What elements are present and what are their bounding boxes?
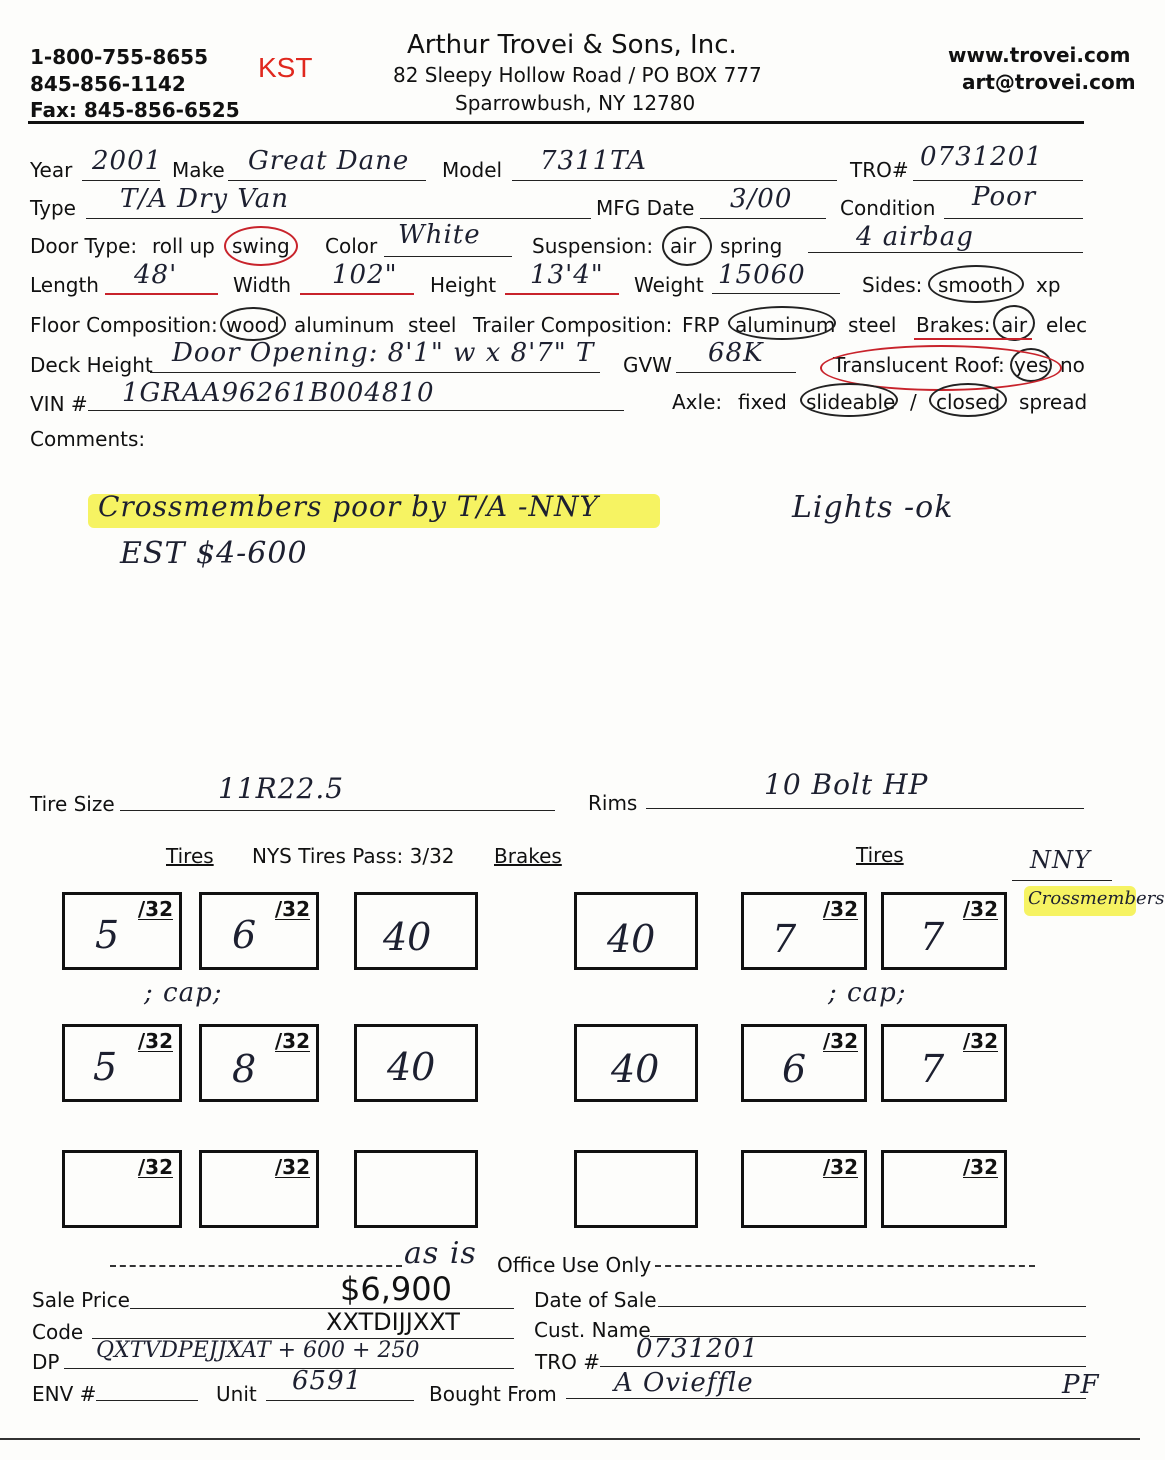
label-env: ENV # — [32, 1382, 97, 1406]
value-condition: Poor — [972, 182, 1037, 212]
option-swing: swing — [232, 234, 290, 258]
brake-box-r3-c2 — [574, 1150, 698, 1228]
side-note-1: NNY — [1030, 846, 1091, 874]
heading-nys-pass: NYS Tires Pass: 3/32 — [252, 844, 455, 868]
header-rule — [28, 121, 1084, 124]
label-code: Code — [32, 1320, 84, 1344]
company-name: Arthur Trovei & Sons, Inc. — [407, 30, 737, 60]
value-weight: 15060 — [718, 260, 806, 290]
value-bought-from: A Ovieffle — [614, 1368, 754, 1398]
label-cust-name: Cust. Name — [534, 1318, 651, 1342]
tread-value: 7 — [920, 1047, 945, 1091]
brake-box-r1-c2 — [574, 892, 698, 970]
circle-slideable — [800, 383, 898, 417]
option-closed: closed — [936, 390, 1001, 414]
line-make — [228, 180, 426, 181]
label-width: Width — [233, 273, 292, 297]
website: www.trovei.com — [948, 43, 1131, 67]
option-yes: yes — [1014, 353, 1049, 377]
label-gvw: GVW — [623, 353, 672, 377]
label-height: Height — [430, 273, 497, 297]
value-make: Great Dane — [248, 146, 410, 176]
value-tire-size: 11R22.5 — [218, 772, 345, 805]
line-deck-height — [150, 372, 600, 373]
kst-stamp: KST — [258, 52, 313, 83]
label-unit: Unit — [216, 1382, 257, 1406]
cap-note-right: ; cap; — [828, 978, 907, 1008]
line-tro-2 — [600, 1366, 1086, 1367]
fraction-label: /32 — [822, 1155, 858, 1179]
phone-2: 845-856-1142 — [30, 72, 186, 96]
tread-value: 5 — [93, 1045, 118, 1089]
circle-air-brakes — [993, 305, 1035, 341]
comment-1: Crossmembers poor by T/A -NNY — [98, 490, 599, 523]
value-mfg-date: 3/00 — [730, 184, 793, 214]
circle-air-suspension — [662, 226, 712, 266]
line-suspension — [808, 252, 1083, 253]
fraction-label: /32 — [137, 1029, 173, 1053]
label-sale-price: Sale Price — [32, 1288, 130, 1312]
tire-box-r2-c3 — [741, 1024, 867, 1102]
office-use-label: Office Use Only — [497, 1253, 652, 1277]
brake-value: 40 — [607, 917, 656, 961]
tread-value: 7 — [920, 915, 945, 959]
company-address-2: Sparrowbush, NY 12780 — [455, 91, 696, 115]
brake-value: 40 — [611, 1047, 660, 1091]
tire-box-r3-c1 — [62, 1150, 182, 1228]
circle-aluminum-trailer — [728, 306, 836, 340]
line-mfg-date — [700, 218, 826, 219]
brake-box-r1-c1 — [354, 892, 478, 970]
fraction-label: /32 — [274, 897, 310, 921]
heading-brakes: Brakes — [494, 844, 562, 868]
line-env — [96, 1400, 198, 1401]
value-height: 13'4" — [530, 260, 604, 290]
fraction-label: /32 — [137, 1155, 173, 1179]
fraction-label: /32 — [822, 897, 858, 921]
phone-1: 1-800-755-8655 — [30, 45, 208, 69]
label-floor-comp: Floor Composition: — [30, 313, 218, 337]
tread-value: 6 — [782, 1047, 807, 1091]
tread-value: 7 — [772, 917, 797, 961]
circle-smooth — [928, 265, 1024, 303]
label-translucent-roof: Translucent Roof: — [833, 353, 1005, 377]
line-year — [82, 180, 160, 181]
circle-swing — [224, 226, 298, 266]
tread-value: 5 — [95, 913, 120, 957]
label-color: Color — [325, 234, 378, 258]
brake-box-r2-c1 — [354, 1024, 478, 1102]
value-width: 102" — [332, 260, 398, 290]
fraction-label: /32 — [962, 1029, 998, 1053]
label-make: Make — [172, 158, 225, 182]
line-model — [512, 180, 837, 181]
option-roll-up: roll up — [152, 234, 215, 258]
fax: Fax: 845-856-6525 — [30, 98, 240, 122]
line-tire-size — [120, 810, 555, 811]
option-spring: spring — [720, 234, 783, 258]
fraction-label: /32 — [137, 897, 173, 921]
line-type — [86, 218, 591, 219]
brake-box-r3-c1 — [354, 1150, 478, 1228]
line-date-of-sale — [658, 1306, 1086, 1307]
label-brakes: Brakes: — [916, 313, 991, 337]
value-unit: 6591 — [292, 1366, 363, 1396]
value-initials: PF — [1062, 1370, 1100, 1400]
value-dp: QXTVDPEJJXAT + 600 + 250 — [96, 1338, 420, 1363]
heading-tires-left: Tires — [166, 844, 214, 868]
company-address-1: 82 Sleepy Hollow Road / PO BOX 777 — [393, 63, 762, 87]
tire-box-r2-c4 — [881, 1024, 1007, 1102]
value-type: T/A Dry Van — [120, 184, 290, 214]
option-spread: spread — [1019, 390, 1088, 414]
value-gvw: 68K — [708, 338, 764, 368]
value-deck-height: Door Opening: 8'1" w x 8'7" T — [172, 338, 595, 368]
tire-box-r3-c3 — [741, 1150, 867, 1228]
tire-box-r1-c2 — [199, 892, 319, 970]
bottom-edge-rule — [0, 1438, 1140, 1440]
line-dp — [64, 1368, 514, 1369]
label-tire-size: Tire Size — [30, 792, 115, 816]
tire-box-r1-c4 — [881, 892, 1007, 970]
value-suspension-note: 4 airbag — [856, 222, 974, 252]
label-axle: Axle: — [672, 390, 723, 414]
line-bought-from — [566, 1398, 1086, 1399]
tire-box-r2-c2 — [199, 1024, 319, 1102]
line-vin — [88, 410, 624, 411]
comment-3: Lights -ok — [792, 490, 954, 525]
label-type: Type — [30, 196, 76, 220]
brake-value: 40 — [387, 1045, 436, 1089]
value-sale-price: $6,900 — [340, 1270, 452, 1308]
option-aluminum-floor: aluminum — [294, 313, 395, 337]
line-gvw — [676, 372, 796, 373]
brake-value: 40 — [383, 915, 432, 959]
tire-box-r1-c3 — [741, 892, 867, 970]
circle-wood — [220, 307, 286, 341]
value-year: 2001 — [92, 146, 163, 176]
label-suspension: Suspension: — [532, 234, 654, 258]
label-comments: Comments: — [30, 427, 146, 451]
line-width — [300, 293, 414, 295]
line-rims — [646, 808, 1084, 809]
option-air-suspension: air — [670, 234, 697, 258]
axle-slash: / — [910, 390, 917, 414]
value-vin: 1GRAA96261B004810 — [122, 378, 435, 408]
label-model: Model — [442, 158, 503, 182]
value-rims: 10 Bolt HP — [764, 768, 929, 801]
side-note-rule — [1012, 880, 1112, 881]
label-rims: Rims — [588, 791, 638, 815]
option-no: no — [1060, 353, 1085, 377]
label-tro: TRO# — [850, 158, 909, 182]
cap-note-left: ; cap; — [144, 978, 223, 1008]
fraction-label: /32 — [274, 1029, 310, 1053]
label-vin: VIN # — [30, 392, 88, 416]
value-length: 48' — [134, 260, 178, 290]
brake-box-r2-c2 — [574, 1024, 698, 1102]
tread-value: 6 — [232, 913, 257, 957]
side-note-2: Crossmembers — [1028, 888, 1165, 909]
option-xp: xp — [1036, 273, 1061, 297]
option-elec: elec — [1046, 313, 1088, 337]
heading-tires-right: Tires — [856, 843, 904, 867]
tire-box-r1-c1 — [62, 892, 182, 970]
option-steel-floor: steel — [408, 313, 457, 337]
fraction-label: /32 — [962, 1155, 998, 1179]
option-air-brakes: air — [1001, 313, 1028, 337]
value-code: XXTDIJJXXT — [326, 1308, 460, 1336]
line-unit — [266, 1400, 414, 1401]
tire-box-r2-c1 — [62, 1024, 182, 1102]
label-condition: Condition — [840, 196, 936, 220]
label-sides: Sides: — [862, 273, 923, 297]
tire-box-r3-c2 — [199, 1150, 319, 1228]
fraction-label: /32 — [962, 897, 998, 921]
tire-box-r3-c4 — [881, 1150, 1007, 1228]
option-steel-trailer: steel — [848, 313, 897, 337]
circle-closed — [929, 383, 1007, 417]
value-tro-2: 0731201 — [636, 1334, 759, 1364]
label-trailer-comp: Trailer Composition: — [473, 313, 673, 337]
label-deck-height: Deck Height — [30, 353, 153, 377]
line-length — [105, 293, 218, 295]
line-height — [505, 293, 619, 295]
line-tro — [913, 180, 1083, 181]
option-wood: wood — [226, 313, 280, 337]
label-weight: Weight — [634, 273, 704, 297]
label-tro-2: TRO # — [535, 1350, 600, 1374]
line-weight — [712, 293, 840, 294]
label-mfg-date: MFG Date — [596, 196, 695, 220]
label-dp: DP — [32, 1350, 60, 1374]
fraction-label: /32 — [274, 1155, 310, 1179]
label-door-type: Door Type: — [30, 234, 138, 258]
option-fixed: fixed — [738, 390, 787, 414]
option-smooth: smooth — [938, 273, 1013, 297]
email: art@trovei.com — [962, 70, 1136, 94]
as-is-note: as is — [404, 1236, 477, 1271]
label-date-of-sale: Date of Sale — [534, 1288, 657, 1312]
underline-brakes — [914, 338, 1032, 340]
label-year: Year — [30, 158, 73, 182]
value-tro: 0731201 — [920, 142, 1043, 172]
value-color: White — [398, 220, 481, 250]
option-slideable: slideable — [806, 390, 896, 414]
option-aluminum-trailer: aluminum — [735, 313, 836, 337]
comment-2: EST $4-600 — [120, 536, 308, 571]
tread-value: 8 — [232, 1047, 257, 1091]
fraction-label: /32 — [822, 1029, 858, 1053]
label-bought-from: Bought From — [429, 1382, 557, 1406]
value-model: 7311TA — [540, 146, 647, 176]
option-frp: FRP — [682, 313, 720, 337]
line-condition — [944, 218, 1083, 219]
office-divider-left — [110, 1265, 402, 1267]
line-color — [384, 256, 512, 257]
office-divider-right — [655, 1265, 1035, 1267]
label-length: Length — [30, 273, 99, 297]
